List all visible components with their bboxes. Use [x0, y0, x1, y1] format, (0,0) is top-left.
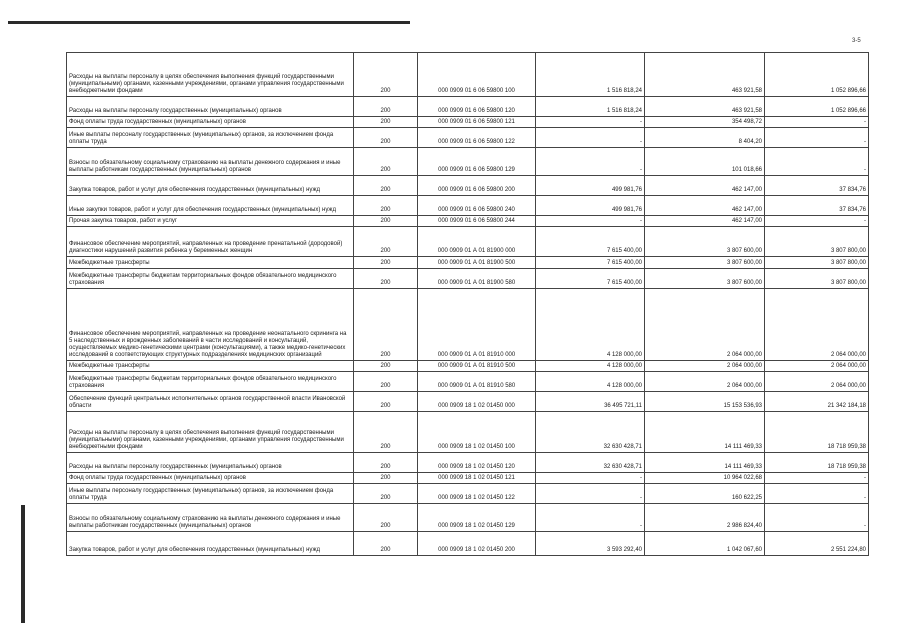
row-name: Расходы на выплаты персоналу государственных (муниципальных) органов — [67, 453, 354, 473]
row-code: 200 — [354, 196, 418, 216]
row-name: Расходы на выплаты персоналу в целях обеспечения выполнения функций государственными (муниципальными) органами, казенными учреждениями, органами управления государственными внебюджетными фондами — [67, 53, 354, 97]
row-code: 200 — [354, 361, 418, 372]
scan-border-left — [21, 505, 25, 623]
row-approved: 32 630 428,71 — [536, 412, 645, 453]
row-executed: 462 147,00 — [645, 176, 765, 196]
row-name: Иные закупки товаров, работ и услуг для обеспечения государственных (муниципальных) нужд — [67, 196, 354, 216]
row-remaining: 37 834,76 — [765, 196, 869, 216]
row-kbk: 000 0909 18 1 02 01450 100 — [418, 412, 536, 453]
row-code: 200 — [354, 117, 418, 128]
row-name: Межбюджетные трансферты бюджетам территориальных фондов обязательного медицинского страхования — [67, 372, 354, 392]
row-name: Прочая закупка товаров, работ и услуг — [67, 216, 354, 227]
table-row — [67, 97, 869, 117]
row-executed: 354 498,72 — [645, 117, 765, 128]
row-executed: 463 921,58 — [645, 53, 765, 97]
row-approved: - — [536, 117, 645, 128]
row-kbk: 000 0909 18 1 02 01450 129 — [418, 504, 536, 532]
table-row — [67, 216, 869, 227]
table-row — [67, 372, 869, 392]
row-remaining: 3 807 800,00 — [765, 257, 869, 269]
row-kbk: 000 0909 01 А 01 81900 000 — [418, 227, 536, 257]
row-kbk: 000 0909 18 1 02 01450 000 — [418, 392, 536, 412]
table-row — [67, 196, 869, 216]
row-name: Расходы на выплаты персоналу в целях обеспечения выполнения функций государственными (муниципальными) органами, казенными учреждениями, органами управления государственными внебюджетными фондами — [67, 412, 354, 453]
row-kbk: 000 0909 01 6 06 59800 100 — [418, 53, 536, 97]
row-code: 200 — [354, 227, 418, 257]
row-kbk: 000 0909 01 6 06 59800 244 — [418, 216, 536, 227]
row-name: Межбюджетные трансферты бюджетам территориальных фондов обязательного медицинского страхования — [67, 269, 354, 289]
row-remaining: - — [765, 148, 869, 176]
table-row — [67, 269, 869, 289]
table-row — [67, 484, 869, 504]
row-executed: 160 622,25 — [645, 484, 765, 504]
row-name: Фонд оплаты труда государственных (муниципальных) органов — [67, 473, 354, 484]
row-code: 200 — [354, 453, 418, 473]
row-remaining: 18 718 959,38 — [765, 412, 869, 453]
row-code: 200 — [354, 289, 418, 361]
table-row — [67, 361, 869, 372]
row-approved: 7 615 400,00 — [536, 269, 645, 289]
row-name: Межбюджетные трансферты — [67, 361, 354, 372]
row-remaining: 1 052 896,66 — [765, 53, 869, 97]
row-executed: 10 964 022,68 — [645, 473, 765, 484]
row-executed: 14 111 469,33 — [645, 412, 765, 453]
row-executed: 1 042 067,60 — [645, 532, 765, 556]
row-approved: - — [536, 148, 645, 176]
table-row — [67, 504, 869, 532]
row-code: 200 — [354, 53, 418, 97]
table-row — [67, 53, 869, 97]
row-executed: 14 111 469,33 — [645, 453, 765, 473]
table-row — [67, 148, 869, 176]
row-remaining: 3 807 800,00 — [765, 227, 869, 257]
row-approved: 32 630 428,71 — [536, 453, 645, 473]
row-remaining: - — [765, 484, 869, 504]
table-row — [67, 176, 869, 196]
row-approved: 499 981,76 — [536, 176, 645, 196]
row-code: 200 — [354, 176, 418, 196]
row-remaining: 18 718 959,38 — [765, 453, 869, 473]
row-remaining: - — [765, 216, 869, 227]
table-row — [67, 257, 869, 269]
row-executed: 8 404,20 — [645, 128, 765, 148]
row-approved: 4 128 000,00 — [536, 361, 645, 372]
table-row — [67, 128, 869, 148]
row-code: 200 — [354, 148, 418, 176]
row-code: 200 — [354, 372, 418, 392]
row-kbk: 000 0909 01 6 06 59800 121 — [418, 117, 536, 128]
row-approved: 4 128 000,00 — [536, 372, 645, 392]
row-approved: 499 981,76 — [536, 196, 645, 216]
row-remaining: 1 052 896,66 — [765, 97, 869, 117]
row-executed: 2 064 000,00 — [645, 361, 765, 372]
row-code: 200 — [354, 473, 418, 484]
row-approved: 1 516 818,24 — [536, 53, 645, 97]
row-approved: - — [536, 128, 645, 148]
row-code: 200 — [354, 504, 418, 532]
row-kbk: 000 0909 01 6 06 59800 129 — [418, 148, 536, 176]
row-name: Взносы по обязательному социальному страхованию на выплаты денежного содержания и иные выплаты работникам государственных (муниципальных) органов — [67, 504, 354, 532]
table-row — [67, 392, 869, 412]
row-remaining: - — [765, 504, 869, 532]
row-executed: 462 147,00 — [645, 196, 765, 216]
row-kbk: 000 0909 18 1 02 01450 200 — [418, 532, 536, 556]
row-kbk: 000 0909 01 6 06 59800 240 — [418, 196, 536, 216]
row-executed: 462 147,00 — [645, 216, 765, 227]
row-name: Взносы по обязательному социальному страхованию на выплаты денежного содержания и иные выплаты работникам государственных (муниципальных) органов — [67, 148, 354, 176]
corner-mark: 3-5 — [852, 38, 861, 44]
table-row — [67, 473, 869, 484]
row-approved: - — [536, 484, 645, 504]
table-row — [67, 412, 869, 453]
table-body — [67, 53, 869, 556]
budget-table — [66, 52, 869, 556]
row-approved: 7 615 400,00 — [536, 257, 645, 269]
row-remaining: 21 342 184,18 — [765, 392, 869, 412]
row-approved: - — [536, 216, 645, 227]
row-code: 200 — [354, 97, 418, 117]
row-name: Иные выплаты персоналу государственных (муниципальных) органов, за исключением фонда оплаты труда — [67, 128, 354, 148]
row-code: 200 — [354, 216, 418, 227]
row-code: 200 — [354, 412, 418, 453]
row-kbk: 000 0909 01 6 06 59800 200 — [418, 176, 536, 196]
row-remaining: 37 834,76 — [765, 176, 869, 196]
row-kbk: 000 0909 01 А 01 81910 000 — [418, 289, 536, 361]
row-approved: 1 516 818,24 — [536, 97, 645, 117]
row-kbk: 000 0909 01 А 01 81900 500 — [418, 257, 536, 269]
row-executed: 2 986 824,40 — [645, 504, 765, 532]
row-kbk: 000 0909 01 6 06 59800 120 — [418, 97, 536, 117]
row-executed: 2 064 000,00 — [645, 289, 765, 361]
row-remaining: 2 064 000,00 — [765, 372, 869, 392]
row-code: 200 — [354, 269, 418, 289]
row-remaining: 2 064 000,00 — [765, 361, 869, 372]
row-approved: - — [536, 504, 645, 532]
row-kbk: 000 0909 01 А 01 81910 500 — [418, 361, 536, 372]
row-executed: 15 153 536,93 — [645, 392, 765, 412]
row-remaining: 3 807 800,00 — [765, 269, 869, 289]
row-approved: 7 615 400,00 — [536, 227, 645, 257]
row-name: Иные выплаты персоналу государственных (муниципальных) органов, за исключением фонда оплаты труда — [67, 484, 354, 504]
row-name: Закупка товаров, работ и услуг для обеспечения государственных (муниципальных) нужд — [67, 176, 354, 196]
row-name: Закупка товаров, работ и услуг для обеспечения государственных (муниципальных) нужд — [67, 532, 354, 556]
row-remaining: 2 064 000,00 — [765, 289, 869, 361]
row-approved: 3 593 292,40 — [536, 532, 645, 556]
row-code: 200 — [354, 392, 418, 412]
row-name: Финансовое обеспечение мероприятий, направленных на проведение пренатальной (дородовой) диагностики нарушений развития ребенка у беременных женщин — [67, 227, 354, 257]
row-remaining: - — [765, 117, 869, 128]
row-kbk: 000 0909 01 А 01 81910 580 — [418, 372, 536, 392]
row-executed: 3 807 600,00 — [645, 269, 765, 289]
row-executed: 3 807 600,00 — [645, 257, 765, 269]
table-row — [67, 453, 869, 473]
row-remaining: 2 551 224,80 — [765, 532, 869, 556]
table-row — [67, 117, 869, 128]
row-kbk: 000 0909 01 А 01 81900 580 — [418, 269, 536, 289]
row-approved: 4 128 000,00 — [536, 289, 645, 361]
row-name: Фонд оплаты труда государственных (муниципальных) органов — [67, 117, 354, 128]
row-name: Обеспечение функций центральных исполнительных органов государственной власти Ивановской области — [67, 392, 354, 412]
row-executed: 101 018,66 — [645, 148, 765, 176]
row-executed: 2 064 000,00 — [645, 372, 765, 392]
row-kbk: 000 0909 18 1 02 01450 122 — [418, 484, 536, 504]
row-approved: 36 495 721,11 — [536, 392, 645, 412]
row-name: Межбюджетные трансферты — [67, 257, 354, 269]
row-kbk: 000 0909 01 6 06 59800 122 — [418, 128, 536, 148]
row-code: 200 — [354, 128, 418, 148]
row-executed: 463 921,58 — [645, 97, 765, 117]
table-row — [67, 289, 869, 361]
row-name: Финансовое обеспечение мероприятий, направленных на проведение неонатального скрининга на 5 наследственных и врожденных заболеваний в части исследований и консультаций, осуществляемых медико-генетическими центрами (консультациями), а также медико-генетических исследований в соответствующих структурных подразделениях медицинских организаций — [67, 289, 354, 361]
row-executed: 3 807 600,00 — [645, 227, 765, 257]
row-name: Расходы на выплаты персоналу государственных (муниципальных) органов — [67, 97, 354, 117]
table-row — [67, 532, 869, 556]
row-kbk: 000 0909 18 1 02 01450 121 — [418, 473, 536, 484]
row-code: 200 — [354, 484, 418, 504]
row-code: 200 — [354, 257, 418, 269]
row-kbk: 000 0909 18 1 02 01450 120 — [418, 453, 536, 473]
row-approved: - — [536, 473, 645, 484]
table-row — [67, 227, 869, 257]
row-code: 200 — [354, 532, 418, 556]
row-remaining: - — [765, 473, 869, 484]
row-remaining: - — [765, 128, 869, 148]
scan-border-top — [8, 21, 410, 24]
